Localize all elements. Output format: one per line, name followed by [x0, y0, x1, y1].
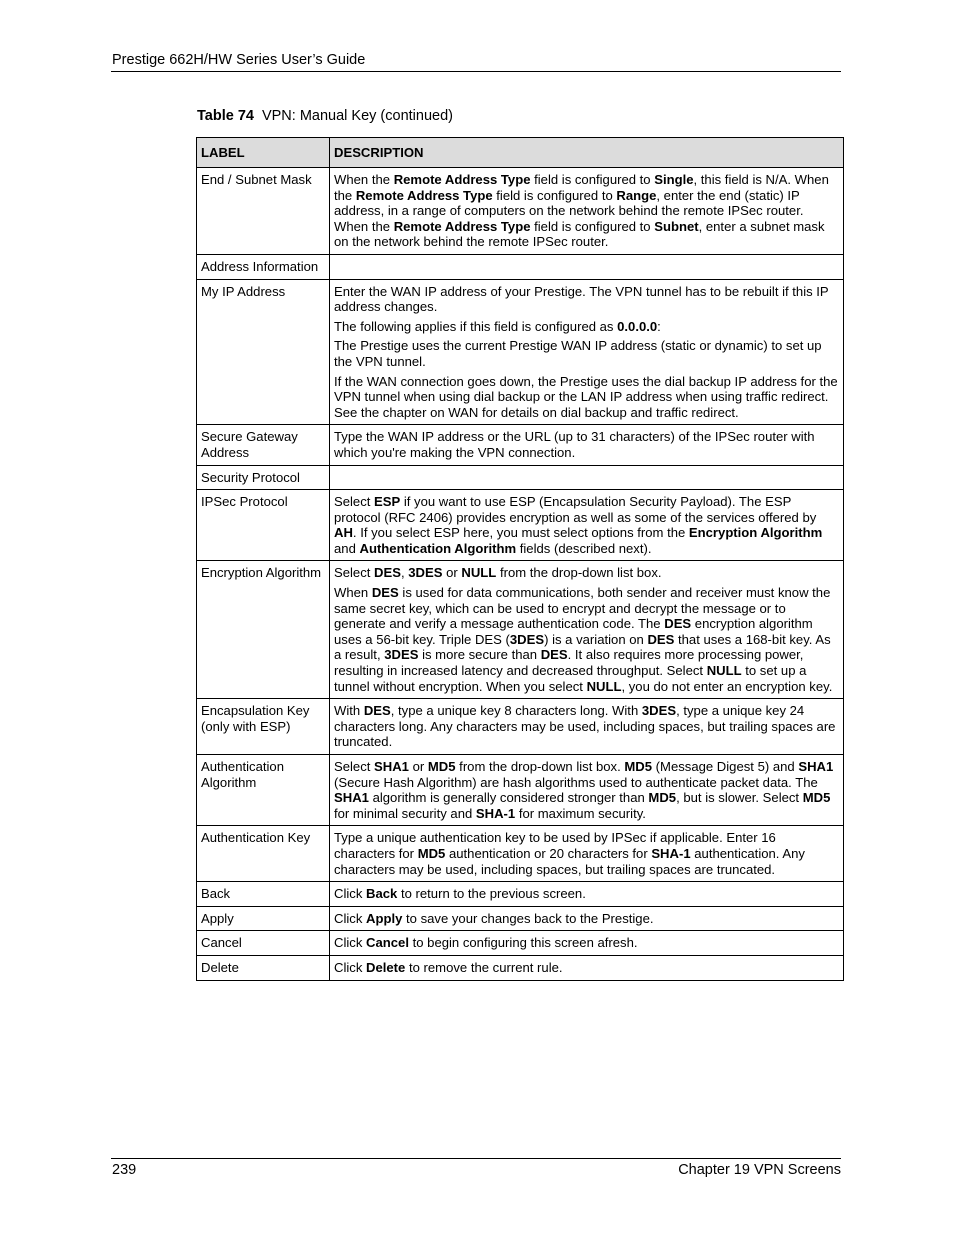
vpn-manual-key-table [196, 137, 844, 981]
description-paragraph: Click Delete to remove the current rule. [334, 959, 563, 975]
row-label: Secure Gateway Address [197, 425, 330, 465]
bold-term: DES [374, 565, 401, 581]
description-paragraph: Enter the WAN IP address of your Prestige. The VPN tunnel has to be rebuilt if this IP address changes. [334, 283, 829, 315]
table-caption [197, 108, 453, 124]
table-row [197, 699, 844, 755]
bold-term: AH [334, 525, 353, 541]
table-caption-text: VPN: Manual Key (continued) [261, 108, 453, 124]
chapter-title: Chapter 19 VPN Screens [678, 1162, 841, 1178]
row-label: End / Subnet Mask [197, 168, 330, 255]
description-paragraph: Click Apply to save your changes back to the Prestige. [334, 910, 654, 926]
row-description [330, 826, 844, 882]
bold-term: NULL [706, 663, 742, 679]
row-description [330, 755, 844, 826]
row-label: Authentication Key [197, 826, 330, 882]
description-paragraph: When the Remote Address Type field is configured to Single, this field is N/A. When the Remote Address Type field is configured to Range, enter the end (static) IP address, in a range of computers on the network behind the remote IPSec router. When the Remote Address Type field is configured to Subnet, enter a subnet mask on the network behind the remote IPSec router. [334, 172, 829, 250]
bold-term: SHA1 [374, 759, 409, 774]
row-description [330, 168, 844, 255]
row-description [330, 955, 844, 980]
row-label: Encapsulation Key (only with ESP) [197, 699, 330, 755]
table-row [197, 755, 844, 826]
table-row [197, 254, 844, 279]
row-description [330, 490, 844, 561]
description-paragraph: The following applies if this field is configured as 0.0.0.0: [334, 318, 661, 334]
table-row [197, 561, 844, 699]
bold-term: Encryption Algorithm [688, 525, 823, 541]
bold-term: Delete [366, 959, 406, 975]
bold-term: Single [654, 172, 694, 187]
running-header-title: Prestige 662H/HW Series User’s Guide [112, 52, 366, 68]
row-label: Delete [197, 955, 330, 980]
row-description [330, 906, 844, 931]
bold-term: SHA-1 [651, 845, 691, 861]
table-row [197, 882, 844, 907]
table-row [197, 955, 844, 980]
bold-term: Apply [366, 910, 403, 926]
description-paragraph: Type a unique authentication key to be used by IPSec if applicable. Enter 16 characters for MD5 authentication or 20 characters for SHA-1 authentication. Any characters may be used, including spaces, but trailing spaces are truncated. [334, 830, 805, 877]
bold-term: NULL [461, 565, 497, 581]
row-label: Security Protocol [197, 465, 330, 490]
bold-term: Authentication Algorithm [359, 540, 517, 556]
description-paragraph: When DES is used for data communications, both sender and receiver must know the same secret key, which can be used to encrypt and decrypt the message or to generate and verify a message authentication code. The DES encryption algorithm uses a 56-bit key. Triple DES (3DES) is a variation on DES that uses a 168-bit key. As a result, 3DES is more secure than DES. It also requires more processing power, resulting in increased latency and decreased throughput. Select NULL to set up a tunnel without encryption. When you select NULL, you do not enter an encryption key. [334, 585, 833, 694]
bold-term: NULL [586, 678, 622, 694]
bold-term: SHA1 [334, 790, 369, 806]
row-description [330, 465, 844, 490]
bold-term: Cancel [366, 935, 409, 951]
table-row [197, 425, 844, 465]
row-description [330, 254, 844, 279]
description-paragraph: Select DES, 3DES or NULL from the drop-down list box. [334, 565, 662, 581]
bold-term: MD5 [417, 845, 446, 861]
row-description [330, 279, 844, 425]
row-description [330, 425, 844, 465]
bold-term: MD5 [427, 759, 456, 774]
bold-term: Subnet [654, 218, 699, 234]
bold-term: SHA1 [798, 759, 834, 774]
bold-term: DES [647, 631, 675, 647]
table-caption-number: Table 74 [197, 108, 254, 124]
bold-term: 3DES [509, 631, 545, 647]
description-paragraph: Click Cancel to begin configuring this screen afresh. [334, 935, 638, 951]
description-paragraph: If the WAN connection goes down, the Prestige uses the dial backup IP address for the VPN tunnel when using dial backup or the LAN IP address when using traffic redirect. See the chapter on WAN for details on dial backup and traffic redirect. [334, 373, 838, 420]
table-row [197, 906, 844, 931]
bold-term: Remote Address Type [393, 218, 531, 234]
row-label: Cancel [197, 931, 330, 956]
bold-term: MD5 [624, 759, 653, 774]
bold-term: Back [366, 886, 398, 902]
table-header-row [197, 138, 844, 168]
bold-term: DES [371, 585, 399, 601]
table-row [197, 931, 844, 956]
row-description [330, 561, 844, 699]
header-rule [111, 71, 841, 72]
table-row [197, 490, 844, 561]
row-description [330, 699, 844, 755]
table-row [197, 465, 844, 490]
row-label: Authentication Algorithm [197, 755, 330, 826]
bold-term: Remote Address Type [393, 172, 531, 187]
column-header-label: LABEL [197, 138, 330, 168]
bold-term: MD5 [802, 790, 831, 806]
table-row [197, 168, 844, 255]
table-row [197, 826, 844, 882]
bold-term: 3DES [641, 703, 677, 719]
bold-term: DES [540, 647, 568, 663]
bold-term: Remote Address Type [355, 187, 493, 203]
row-label: Encryption Algorithm [197, 561, 330, 699]
description-paragraph: Select SHA1 or MD5 from the drop-down list box. MD5 (Message Digest 5) and SHA1 (Secure Hash Algorithm) are hash algorithms used to authenticate packet data. The SHA1 algorithm is generally considered stronger than MD5, but is slower. Select MD5 for minimal security and SHA-1 for maximum security. [334, 759, 834, 821]
bold-term: SHA-1 [475, 805, 516, 821]
bold-term: 3DES [408, 565, 443, 581]
description-paragraph: Select ESP if you want to use ESP (Encapsulation Security Payload). The ESP protocol (RFC 2406) provides encryption as well as some of the services offered by AH. If you select ESP here, you must select options from the Encryption Algorithm and Authentication Algorithm fields (described next). [334, 494, 823, 556]
page-number: 239 [112, 1162, 137, 1178]
row-description [330, 882, 844, 907]
bold-term: DES [664, 616, 692, 632]
column-header-description: DESCRIPTION [330, 138, 844, 168]
description-paragraph: Type the WAN IP address or the URL (up to 31 characters) of the IPSec router with which you're making the VPN connection. [334, 429, 815, 460]
row-label: IPSec Protocol [197, 490, 330, 561]
description-paragraph: Click Back to return to the previous screen. [334, 886, 586, 902]
description-paragraph: The Prestige uses the current Prestige WAN IP address (static or dynamic) to set up the VPN tunnel. [334, 338, 822, 369]
bold-term: ESP [374, 494, 401, 510]
row-label: Back [197, 882, 330, 907]
bold-term: 0.0.0.0 [617, 318, 658, 334]
bold-term: Range [616, 187, 657, 203]
table-row [197, 279, 844, 425]
bold-term: MD5 [648, 790, 677, 806]
footer-rule [111, 1158, 841, 1159]
bold-term: DES [363, 703, 391, 719]
row-description [330, 931, 844, 956]
row-label: Apply [197, 906, 330, 931]
row-label: My IP Address [197, 279, 330, 425]
table-body [197, 168, 844, 981]
description-paragraph: With DES, type a unique key 8 characters long. With 3DES, type a unique key 24 characters long. Any characters may be used, including spaces, but trailing spaces are truncated. [334, 703, 836, 750]
bold-term: 3DES [384, 647, 419, 663]
row-label: Address Information [197, 254, 330, 279]
